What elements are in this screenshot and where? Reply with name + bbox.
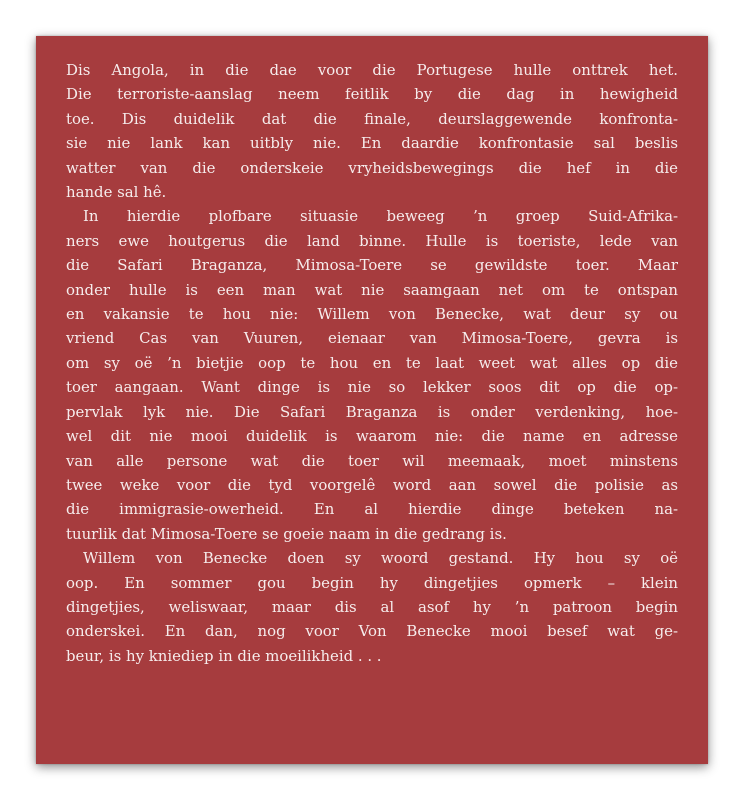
- text-line: ners ewe houtgerus die land binne. Hulle is toeriste, lede van: [66, 231, 678, 250]
- text-line: pervlak lyk nie. Die Safari Braganza is onder verdenking, hoe-: [66, 402, 678, 421]
- text-line: twee weke voor die tyd voorgelê word aan sowel die polisie as: [66, 475, 678, 494]
- text-line: Dis Angola, in die dae voor die Portugese hulle onttrek het.: [66, 61, 678, 79]
- paragraph-1: [66, 58, 678, 204]
- paragraph-3: [66, 546, 678, 668]
- text-line: sie nie lank kan uitbly nie. En daardie konfrontasie sal beslis: [66, 134, 678, 153]
- text-line: tuurlik dat Mimosa-Toere se goeie naam in die gedrang is.: [66, 524, 507, 543]
- text-line: dingetjies, weliswaar, maar dis al asof hy ’n patroon begin: [66, 597, 678, 616]
- text-line: toe. Dis duidelik dat die finale, deurslaggewende konfronta-: [66, 109, 678, 128]
- text-line: onderskei. En dan, nog voor Von Benecke mooi besef wat ge-: [66, 622, 678, 641]
- text-line: en vakansie te hou nie: Willem von Benecke, wat deur sy ou: [66, 305, 678, 324]
- text-line: om sy oë ’n bietjie oop te hou en te laat weet wat alles op die: [66, 353, 678, 372]
- text-line: hande sal hê.: [66, 183, 167, 202]
- paragraph-2: [66, 204, 678, 546]
- text-line: In hierdie plofbare situasie beweeg ’n groep Suid-Afrika-: [83, 207, 678, 226]
- text-line: die Safari Braganza, Mimosa-Toere se gewildste toer. Maar: [66, 256, 678, 275]
- text-line: toer aangaan. Want dinge is nie so lekker soos dit op die op-: [66, 378, 678, 397]
- text-line: watter van die onderskeie vryheidsbewegings die hef in die: [66, 158, 678, 177]
- text-line: van alle persone wat die toer wil meemaak, moet minstens: [66, 451, 678, 470]
- text-line: onder hulle is een man wat nie saamgaan net om te ontspan: [66, 280, 678, 299]
- text-line: vriend Cas van Vuuren, eienaar van Mimosa-Toere, gevra is: [66, 329, 678, 348]
- text-line: wel dit nie mooi duidelik is waarom nie: die name en adresse: [66, 427, 678, 446]
- book-back-cover: [36, 36, 708, 764]
- text-line: Die terroriste-aanslag neem feitlik by die dag in hewigheid: [66, 85, 678, 104]
- text-line: beur, is hy kniediep in die moeilikheid . . .: [66, 646, 382, 665]
- text-line: Willem von Benecke doen sy woord gestand. Hy hou sy oë: [83, 549, 678, 568]
- text-line: die immigrasie-owerheid. En al hierdie dinge beteken na-: [66, 500, 678, 519]
- text-line: oop. En sommer gou begin hy dingetjies opmerk – klein: [66, 573, 678, 592]
